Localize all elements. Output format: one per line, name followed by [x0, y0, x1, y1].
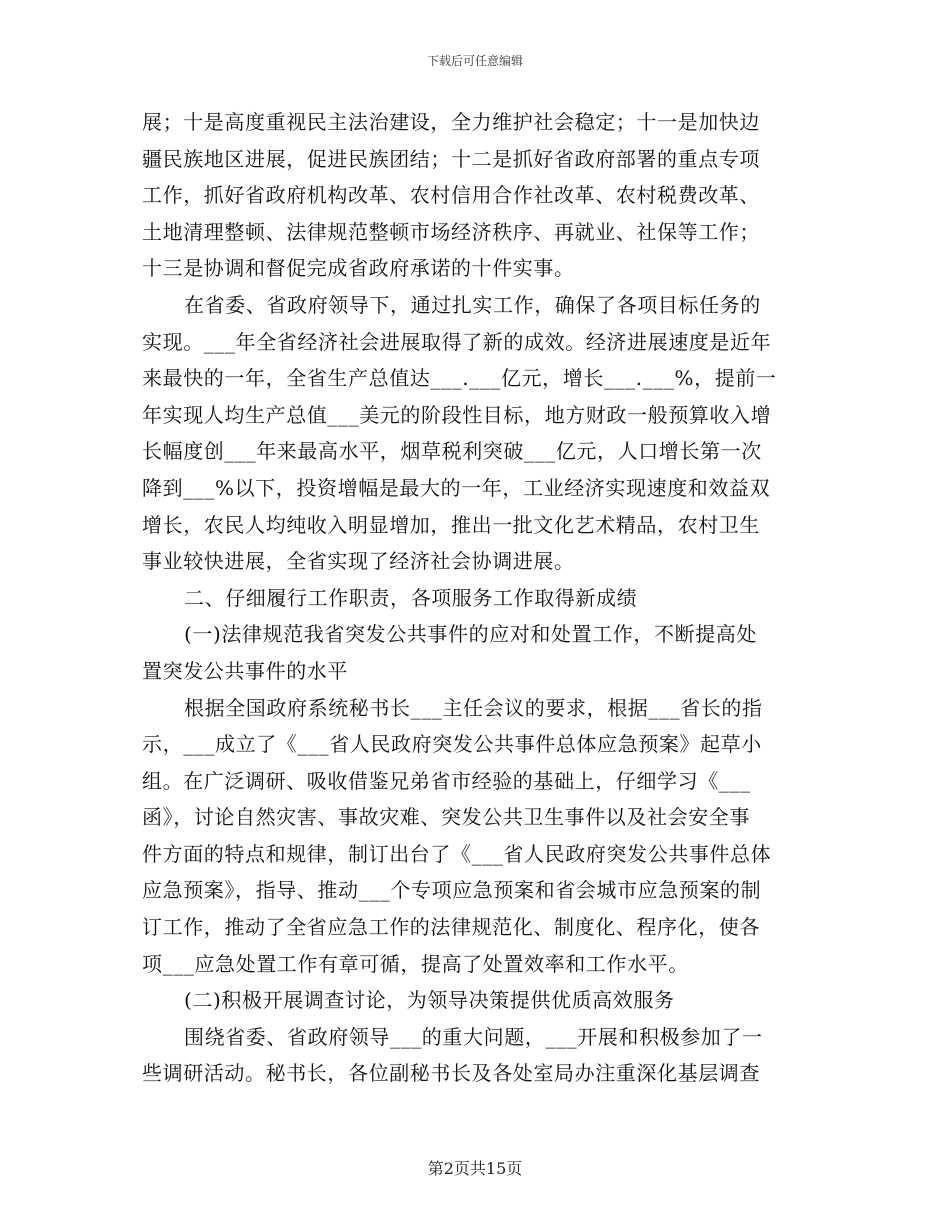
text-line: 组。在广泛调研、吸收借鉴兄弟省市经验的基础上，仔细学习《___ — [142, 768, 751, 793]
text-line: 实现。___年全省经济社会进展取得了新的成效。经济进展速度是近年 — [142, 329, 772, 354]
text-line: (二)积极开展调查讨论，为领导决策提供优质高效服务 — [184, 988, 675, 1013]
text-line: 增长，农民人均纯收入明显增加，推出一批文化艺术精品，农村卫生 — [142, 512, 760, 537]
text-line: 工作，抓好省政府机构改革、农村信用合作社改革、农村税费改革、 — [142, 183, 760, 208]
text-line: 展；十是高度重视民主法治建设，全力维护社会稳定；十一是加快边 — [142, 110, 760, 134]
text-line: (一)法律规范我省突发公共事件的应对和处置工作，不断提高处 — [184, 622, 758, 647]
text-line: 根据全国政府系统秘书长___主任会议的要求，根据___省长的指 — [184, 695, 763, 720]
text-line: 来最快的一年，全省生产总值达___.___亿元，增长___.___%，提前一 — [142, 366, 777, 391]
text-line: 年实现人均生产总值___美元的阶段性目标，地方财政一般预算收入增 — [142, 402, 772, 427]
text-line: 函》，讨论自然灾害、事故灾难、突发公共卫生事件以及社会安全事 — [142, 805, 750, 830]
text-line: 示，___成立了《___省人民政府突发公共事件总体应急预案》起草小 — [142, 732, 762, 757]
text-line: 十三是协调和督促完成省政府承诺的十件实事。 — [142, 256, 575, 281]
page-header: 下载后可任意编辑 — [426, 54, 523, 68]
text-line: 订工作，推动了全省应急工作的法律规范化、制度化、程序化，使各 — [142, 915, 760, 940]
text-line: 应急预案》，指导、推动___个专项应急预案和省会城市应急预案的制 — [142, 878, 762, 903]
text-line: 项___应急处置工作有章可循，提高了处置效率和工作水平。 — [142, 951, 689, 976]
text-line: 些调研活动。秘书长，各位副秘书长及各处室局办注重深化基层调查 — [142, 1061, 760, 1086]
text-line: 围绕省委、省政府领导___的重大问题，___开展和积极参加了一 — [184, 1024, 763, 1049]
text-line: 事业较快进展，全省实现了经济社会协调进展。 — [142, 549, 575, 574]
text-line: 置突发公共事件的水平 — [142, 658, 348, 683]
text-line: 件方面的特点和规律，制订出台了《___省人民政府突发公共事件总体 — [142, 841, 772, 866]
document-body — [142, 104, 808, 1092]
page-footer: 第2页共15页 — [427, 1159, 523, 1178]
text-line: 长幅度创___年来最高水平，烟草税利突破___亿元，人口增长第一次 — [142, 439, 762, 464]
text-line: 土地清理整顿、法律规范整顿市场经济秩序、再就业、社保等工作； — [142, 219, 760, 244]
text-line: 疆民族地区进展，促进民族团结；十二是抓好省政府部署的重点专项 — [142, 146, 760, 171]
text-line: 二、仔细履行工作职责，各项服务工作取得新成绩 — [184, 585, 638, 610]
text-line: 在省委、省政府领导下，通过扎实工作，确保了各项目标任务的 — [184, 292, 761, 317]
text-line: 降到___%以下，投资增幅是最大的一年，工业经济实现速度和效益双 — [142, 475, 771, 500]
